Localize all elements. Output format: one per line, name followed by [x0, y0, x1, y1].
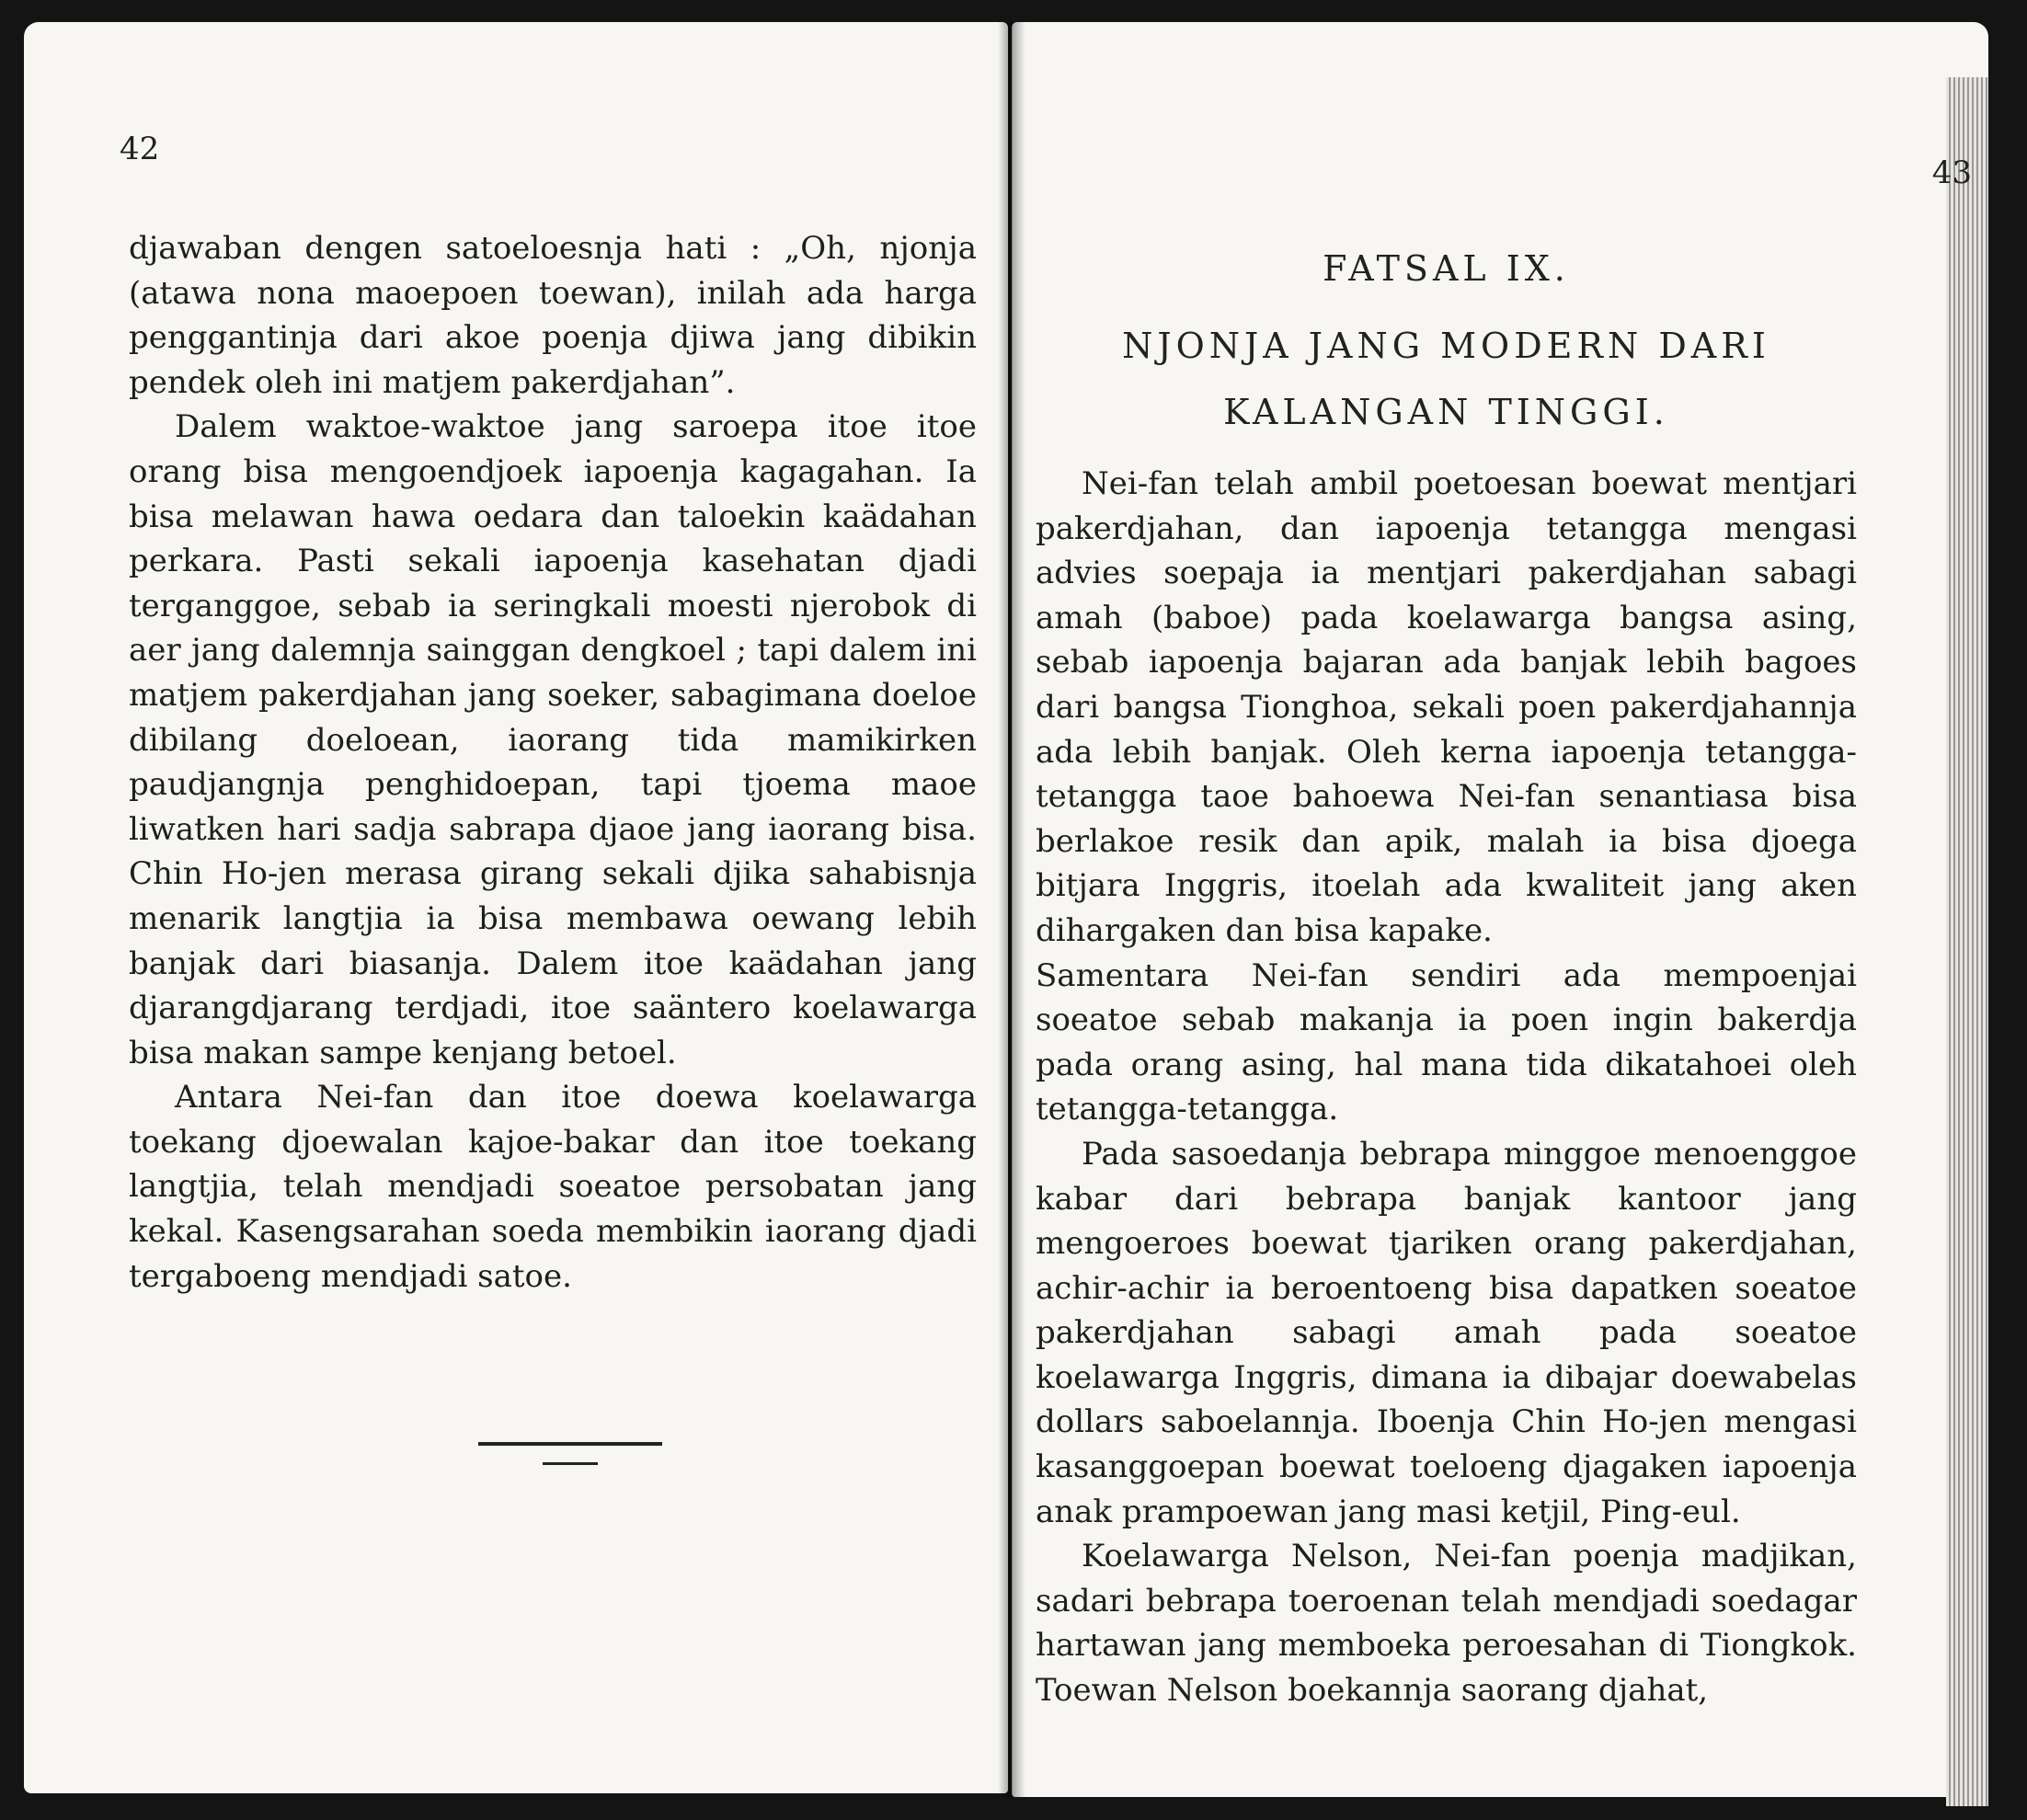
- chapter-title-line2: KALANGAN TINGGI.: [1223, 392, 1669, 432]
- left-page-number: 42: [120, 131, 160, 167]
- chapter-title-line1: NJONJA JANG MODERN DARI: [1122, 326, 1770, 366]
- paragraph: Nei-fan telah ambil poetoesan boewat mentjari pakerdjahan, dan iapoenja tetangga mengasi advies soepaja ia mentjari pakerdjahan sabagi amah (baboe) pada koelawarga bangsa asing, sebab iapoenja bajaran ada banjak lebih bagoes dari bangsa Tionghoa, sekali poen pakerdjahannja ada lebih banjak. Oleh kerna iapoenja tetangga-tetangga taoe bahoewa Nei-fan senantiasa bisa berlakoe resik dan apik, malah ia bisa djoega bitjara Inggris, itoelah ada kwaliteit jang aken dihargaken dan bisa kapake.: [1036, 465, 1857, 949]
- paragraph: Dalem waktoe-waktoe jang saroepa itoe itoe orang bisa mengoendjoek iapoenja kagagahan. Ia bisa melawan hawa oedara dan taloekin kaädahan perkara. Pasti sekali iapoenja kasehatan djadi terganggoe, sebab ia seringkali moesti njerobok di aer jang dalemnja sainggan dengkoel ; tapi dalem ini matjem pakerdjahan jang soeker, sabagimana doeloe dibilang doeloean, iaorang tida mamikirken paudjangnja penghidoepan, tapi tjoema maoe liwatken hari sadja sabrapa djaoe jang iaorang bisa. Chin Ho-jen merasa girang sekali djika sahabisnja menarik langtjia ia bisa membawa oewang lebih banjak dari biasanja. Dalem itoe kaädahan jang djarangdjarang terdjadi, itoe saäntero koelawarga bisa makan sampe kenjang betoel.: [129, 408, 977, 1071]
- paragraph: Samentara Nei-fan sendiri ada mempoenjai soeatoe sebab makanja ia poen ingin bakerdja pada orang asing, hal mana tida dikatahoei oleh tetangga-tetangga.: [1036, 956, 1857, 1128]
- left-page-text: [129, 226, 977, 1299]
- paragraph: Pada sasoedanja bebrapa minggoe menoenggoe kabar dari bebrapa banjak kantoor jang mengoeroes boewat tjariken orang pakerdjahan, achir-achir ia beroentoeng bisa dapatken soeatoe pakerdjahan sabagi amah pada soeatoe koelawarga Inggris, dimana ia dibajar doewabelas dollars saboelannja. Iboenja Chin Ho-jen mengasi kasanggoepan boewat toeloeng djagaken iapoenja anak prampoewan jang masi ketjil, Ping-eul.: [1036, 1135, 1857, 1530]
- paragraph: Koelawarga Nelson, Nei-fan poenja madjikan, sadari bebrapa toeroenan telah mendjadi soedagar hartawan jang memboeka peroesahan di Tiongkok. Toewan Nelson boekannja saorang djahat,: [1036, 1538, 1857, 1710]
- right-page-text: [1036, 462, 1857, 1713]
- right-page-number: 43: [1931, 155, 1972, 191]
- section-end-rule: [478, 1442, 662, 1446]
- book-gutter: [998, 22, 1025, 1797]
- chapter-number: FATSAL IX.: [1323, 248, 1570, 289]
- paragraph: Antara Nei-fan dan itoe doewa koelawarga toekang djoewalan kajoe-bakar dan itoe toekang langtjia, telah mendjadi soeatoe persobatan jang kekal. Kasengsarahan soeda membikin iaorang djadi tergaboeng mendjadi satoe.: [129, 1079, 977, 1295]
- section-end-rule-short: [543, 1462, 598, 1465]
- page-edge-stack: [1946, 77, 1988, 1806]
- paragraph: djawaban dengen satoeloesnja hati : „Oh, njonja (atawa nona maoepoen toewan), inilah ada harga penggantinja dari akoe poenja djiwa jang dibikin pendek oleh ini matjem pakerdjahan”.: [129, 230, 977, 401]
